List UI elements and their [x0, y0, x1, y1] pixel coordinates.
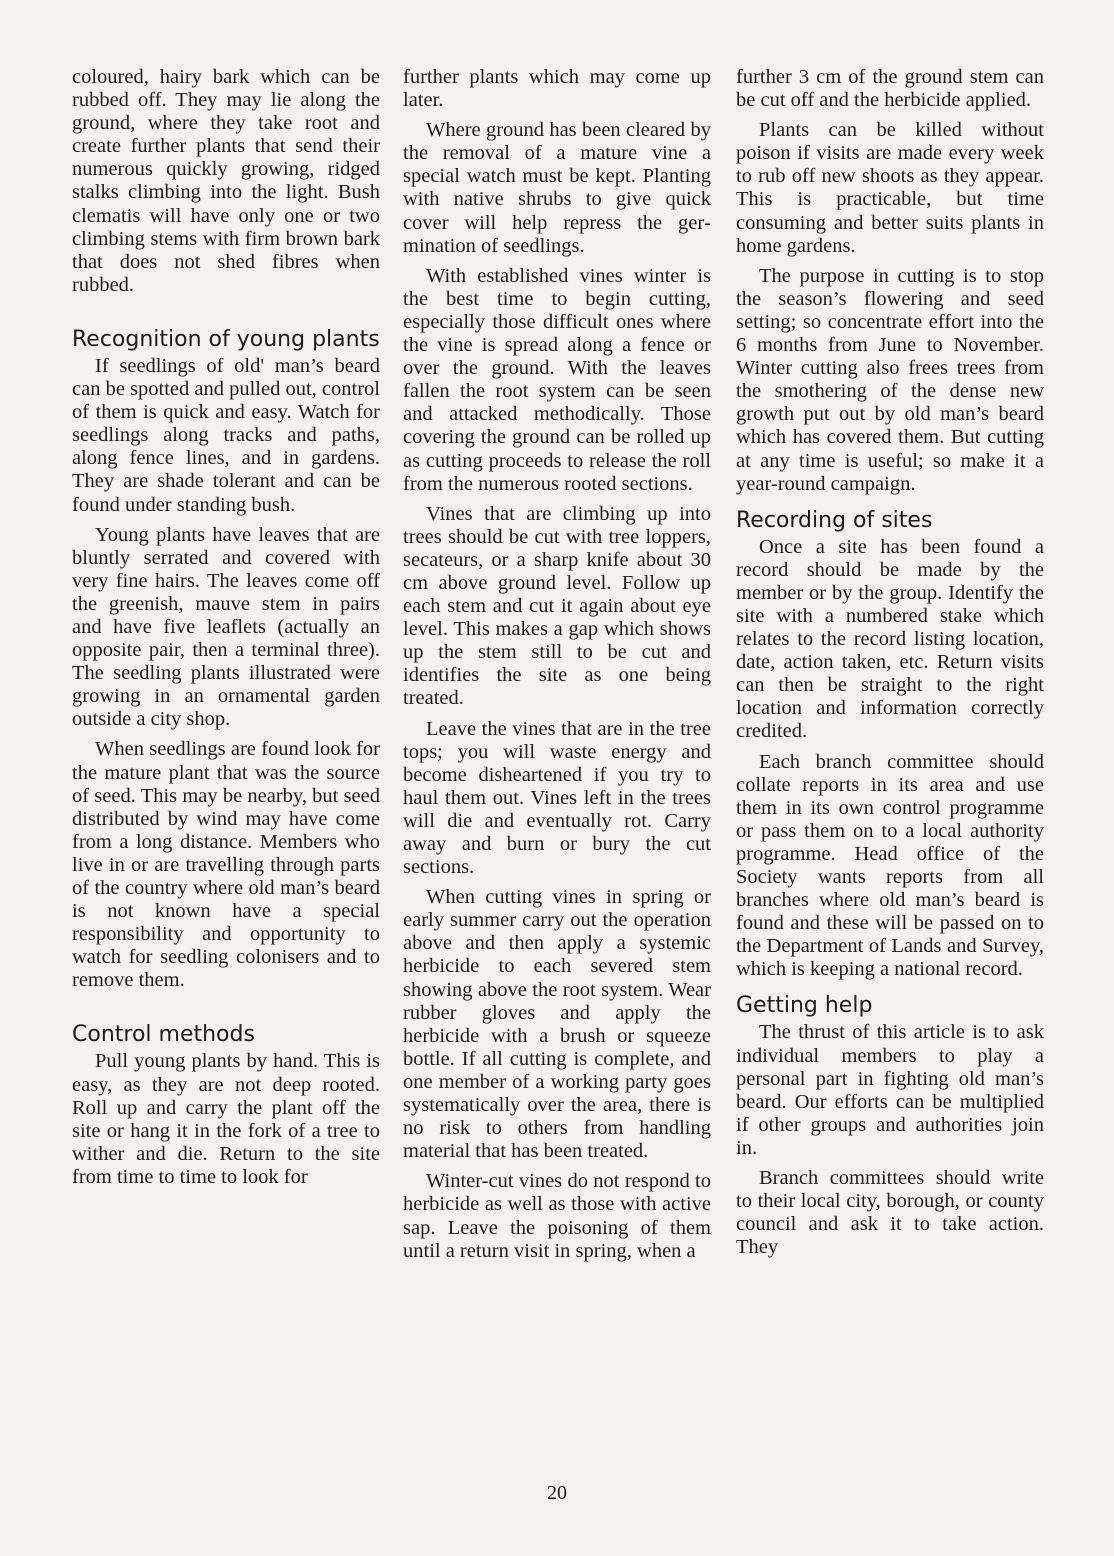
- section-heading: Getting help: [736, 993, 873, 1019]
- section-heading: Recognition of young plants: [72, 326, 380, 352]
- paragraph: Branch committees should write to their local city, borough, or county council and ask it to take action. They: [736, 1167, 1044, 1259]
- section-heading: Control methods: [72, 1022, 255, 1048]
- paragraph: The thrust of this article is to ask individual members to play a personal part in fighting old man’s beard. Our efforts can be multiplied if other groups and authorities join in.: [736, 1021, 1044, 1159]
- paragraph: Young plants have leaves that are bluntly serrated and covered with very fine hairs. The leaves come off the greenish, mauve stem in pairs and have five leaflets (actually an opposite pair, then a terminal three). The seedling plants illustrated were growing in an ornamental garden outside a city shop.: [72, 523, 380, 731]
- paragraph: further 3 cm of the ground stem can be cut off and the herbicide applied.: [736, 66, 1044, 112]
- paragraph: Leave the vines that are in the tree tops; you will waste energy and become disheartened if you try to haul them out. Vines left in the trees will die and eventually rot. Carry away and burn or bury the cut sections.: [403, 717, 711, 879]
- paragraph: When seedlings are found look for the mature plant that was the source of seed. This may be nearby, but seed distributed by wind may have come from a long distance. Members who live in or are travelling through parts of the country where old man’s beard is not known have a special responsibility and opportunity to watch for seedling colonisers and to remove them.: [72, 738, 380, 992]
- page-number: 20: [547, 1482, 567, 1504]
- text-column-3: [736, 66, 1044, 1266]
- paragraph: Plants can be killed without poison if visits are made every week to rub off new shoots as they appear. This is practicable, but time consuming and better suits plants in home gardens.: [736, 119, 1044, 257]
- paragraph: The purpose in cutting is to stop the season’s flowering and seed setting; so concentrate effort into the 6 months from June to November. Winter cutting also frees trees from the smothering of the dense new growth put out by old man’s beard which has covered them. But cutting at any time is useful; so make it a year-round campaign.: [736, 264, 1044, 495]
- section-heading: Recording of sites: [736, 507, 933, 533]
- paragraph: further plants which may come up later.: [403, 66, 711, 112]
- paragraph: If seedlings of old' man’s beard can be spotted and pulled out, control of them is quick and easy. Watch for seedlings along tracks and paths, along fence lines, and in gardens. They are shade tolerant and can be found under standing bush.: [72, 354, 380, 516]
- paragraph: Pull young plants by hand. This is easy, as they are not deep rooted. Roll up and carry the plant off the site or hang it in the fork of a tree to wither and die. Return to the site from time to time to look for: [72, 1050, 380, 1188]
- paragraph: Where ground has been cleared by the removal of a mature vine a special watch must be kept. Planting with native shrubs to give quick cover will help repress the germination of seedlings.: [403, 119, 711, 257]
- paragraph: Each branch committee should collate reports in its area and use them in its own control programme or pass them on to a local authority programme. Head office of the Society wants reports from all branches where old man’s beard is found and these will be passed on to the Department of Lands and Survey, which is keeping a national record.: [736, 750, 1044, 981]
- paragraph: When cutting vines in spring or early summer carry out the operation above and then apply a systemic herbicide to each severed stem showing above the root system. Wear rubber gloves and apply the herbicide with a brush or squeeze bottle. If all cutting is complete, and one member of a working party goes systematically over the area, there is no risk to others from handling material that has been treated.: [403, 886, 711, 1163]
- paragraph: coloured, hairy bark which can be rubbed off. They may lie along the ground, where they take root and create further plants that send their numerous quickly growing, ridged stalks climbing into the light. Bush clematis will have only one or two climbing stems with firm brown bark that does not shed fibres when rubbed.: [72, 66, 380, 296]
- paragraph: With established vines winter is the best time to begin cutting, especially those difficult ones where the vine is spread along a fence or over the ground. With the leaves fallen the root system can be seen and attacked methodically. Those covering the ground can be rolled up as cutting proceeds to release the roll from the numerous rooted sections.: [403, 264, 711, 495]
- text-column-2: [403, 66, 711, 1270]
- paragraph: Once a site has been found a record should be made by the member or by the group. Identify the site with a numbered stake which relates to the record listing location, date, action taken, etc. Return visits can then be straight to the right location and information correctly credited.: [736, 535, 1044, 743]
- text-column-1: [72, 66, 380, 1196]
- paragraph: Winter-cut vines do not respond to herbicide as well as those with active sap. Leave the poisoning of them until a return visit in spring, when a: [403, 1170, 711, 1262]
- paragraph: Vines that are climbing up into trees should be cut with tree loppers, secateurs, or a sharp knife about 30 cm above ground level. Follow up each stem and cut it again about eye level. This makes a gap which shows up the stem still to be cut and identifies the site as one being treated.: [403, 502, 711, 710]
